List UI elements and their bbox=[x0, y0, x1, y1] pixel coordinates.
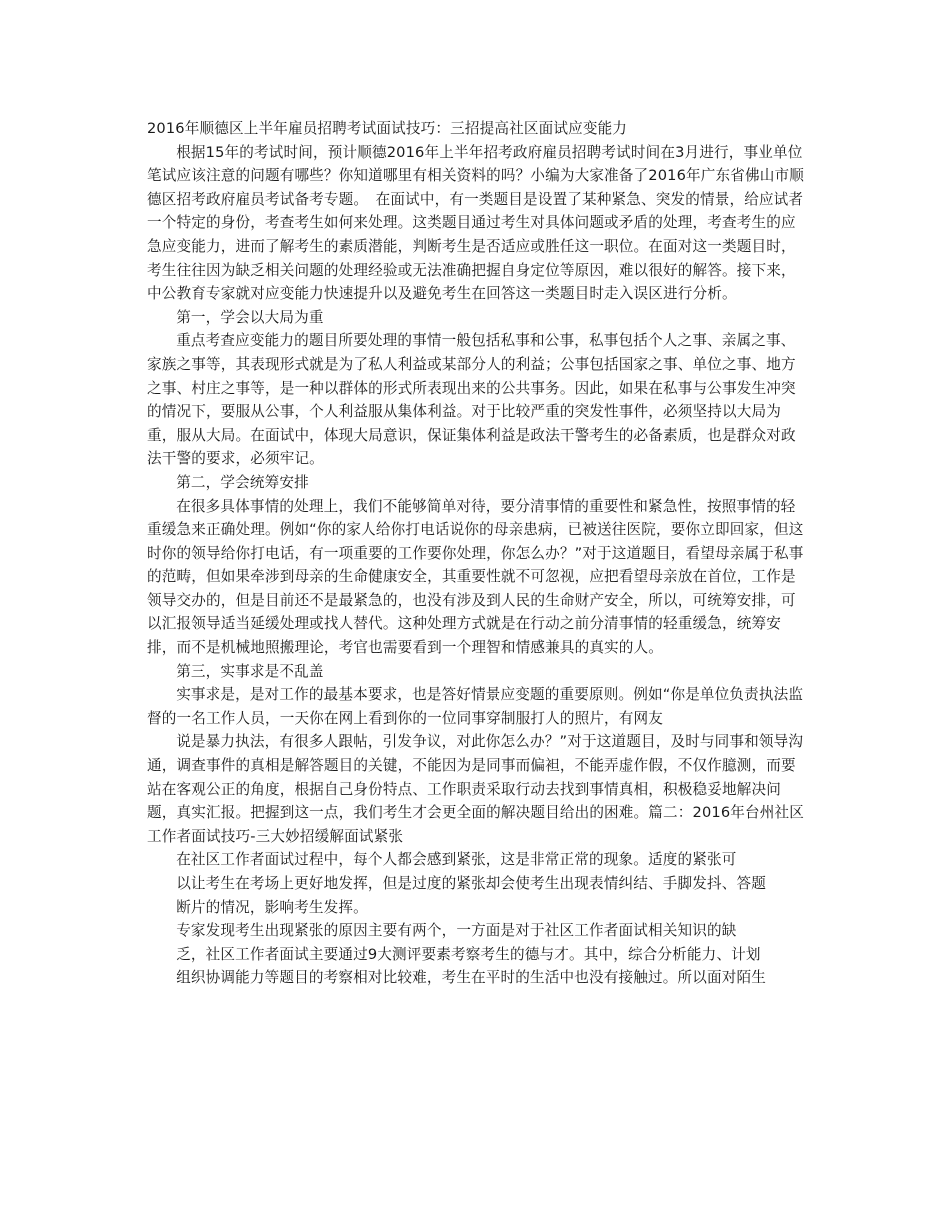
section-3-paragraph: 实事求是，是对工作的最基本要求，也是答好情景应变题的重要原则。例如“你是单位负责执法监督的一名工作人员，一天你在网上看到你的一位同事穿制服打人的照片，有网友 bbox=[147, 686, 804, 727]
part-2-paragraph-5: 乏，社区工作者面试主要通过9大测评要素考察考生的德与才。其中，综合分析能力、计划 bbox=[176, 945, 761, 963]
section-1-paragraph: 重点考查应变能力的题目所要处理的事情一般包括私事和公事，私事包括个人之事、亲属之事、家族之事等，其表现形式就是为了私人利益或某部分人的利益；公事包括国家之事、单位之事、地方之事、村庄之事等，是一种以群体的形式所表现出来的公共事务。因此，如果在私事与公事发生冲突的情况下，要服从公事，个人利益服从集体利益。对于比较严重的突发性事件，必须坚持以大局为重，服从大局。在面试中，体现大局意识，保证集体利益是政法干警考生的必备素质，也是群众对政法干警的要求，必须牢记。 bbox=[147, 332, 796, 468]
section-2-paragraph: 在很多具体事情的处理上，我们不能够简单对待，要分清事情的重要性和紧急性，按照事情的轻重缓急来正确处理。例如“你的家人给你打电话说你的母亲患病，已被送往医院，要你立即回家，但这时你的领导给你打电话，有一项重要的工作要你处理，你怎么办？”对于这道题目，看望母亲属于私事的范畴，但如果牵涉到母亲的生命健康安全，其重要性就不可忽视，应把看望母亲放在首位，工作是领导交办的，但是目前还不是最紧急的，也没有涉及到人民的生命财产安全，所以，可统筹安排，可以汇报领导适当延缓处理或找人替代。这种处理方式就是在行动之前分清事情的轻重缓急，统筹安排，而不是机械地照搬理论，考官也需要看到一个理智和情感兼具的真实的人。 bbox=[147, 497, 804, 657]
section-heading-1: 第一，学会以大局为重 bbox=[176, 308, 324, 326]
document-body bbox=[147, 117, 805, 990]
part-2-paragraph-6: 组织协调能力等题目的考察相对比较难，考生在平时的生活中也没有接触过。所以面对陌生 bbox=[176, 969, 766, 987]
intro-paragraph: 根据15年的考试时间，预计顺德2016年上半年招考政府雇员招聘考试时间在3月进行，事业单位笔试应该注意的问题有哪些？你知道哪里有相关资料的吗？小编为大家准备了2016年广东省佛山市顺德区招考政府雇员考试备考专题。 在面试中，有一类题目是设置了某种紧急、突发的情景，给应试者一个特定的身份，考查考生如何来处理。这类题目通过考生对具体问题或矛盾的处理，考查考生的应急应变能力，进而了解考生的素质潜能，判断考生是否适应或胜任这一职位。在面对这一类题目时，考生往往因为缺乏相关问题的处理经验或无法准确把握自身定位等原因，难以很好的解答。接下来，中公教育专家就对应变能力快速提升以及避免考生在回答这一类题目时走入误区进行分析。 bbox=[147, 143, 804, 303]
section-heading-2: 第二，学会统筹安排 bbox=[176, 473, 309, 491]
document-title: 2016年顺德区上半年雇员招聘考试面试技巧：三招提高社区面试应变能力 bbox=[147, 120, 628, 137]
part-2-paragraph-1: 在社区工作者面试过程中，每个人都会感到紧张，这是非常正常的现象。适度的紧张可 bbox=[176, 851, 737, 869]
section-heading-3: 第三，实事求是不乱盖 bbox=[176, 662, 324, 680]
part-2-paragraph-3: 断片的情况，影响考生发挥。 bbox=[176, 898, 368, 916]
part-2-paragraph-4: 专家发现考生出现紧张的原因主要有两个，一方面是对于社区工作者面试相关知识的缺 bbox=[176, 922, 737, 940]
part-2-paragraph-2: 以让考生在考场上更好地发挥，但是过度的紧张却会使考生出现表情纠结、手脚发抖、答题 bbox=[176, 875, 766, 892]
section-3-continued-paragraph: 说是暴力执法，有很多人跟帖，引发争议，对此你怎么办？”对于这道题目，及时与同事和领导沟通，调查事件的真相是解答题目的关键，不能因为是同事而偏袒，不能弄虚作假，不仅作臆测，而要站在客观公正的角度，根据自己身份特点、工作职责采取行动去找到事情真相，积极稳妥地解决问题，真实汇报。把握到这一点，我们考生才会更全面的解决题目给出的困难。篇二：2016年台州社区工作者面试技巧-三大妙招缓解面试紧张 bbox=[147, 733, 804, 845]
